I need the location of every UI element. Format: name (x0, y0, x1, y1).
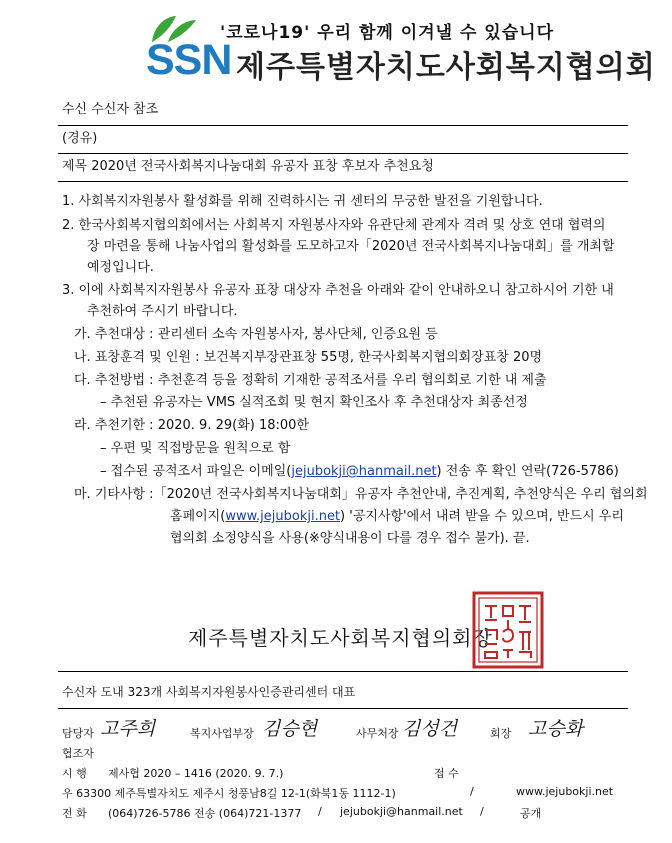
slogan: '코로나19' 우리 함께 이겨낼 수 있습니다 (220, 23, 554, 43)
postal-address: 우 63300 제주특별자치도 제주시 청풍남8길 12-1(화북1동 1112-1) (62, 787, 396, 800)
homepage[interactable]: www.jejubokji.net (516, 785, 614, 798)
website-link[interactable]: www.jejubokji.net (225, 509, 341, 524)
paragraph-2-line2: 장 마련을 통해 나눔사업의 활성화를 도모하고자「2020년 전국사회복지나눔대회」를 개최할 (87, 239, 615, 254)
president-signature: 고승화 (528, 718, 584, 740)
divider (58, 708, 628, 709)
item-ga: 가. 추천대상 : 관리센터 소속 자원봉사자, 봉사단체, 인증요원 등 (74, 327, 438, 342)
paragraph-3-line2: 추천하여 주시기 바랍니다. (87, 304, 238, 319)
recipients-list: 수신자 도내 323개 사회복지자원봉사인증관리센터 대표 (62, 685, 356, 699)
item-ra-sub2: – 접수된 공적조서 파일은 이메일(jejubokji@hanmail.net) 전송 후 확인 연락(726-5786) (100, 464, 619, 479)
item-ra: 라. 추천기한 : 2020. 9. 29(화) 18:00한 (74, 418, 309, 433)
enforce-value: 제사협 2020 – 1416 (2020. 9. 7.) (108, 767, 284, 780)
separator: / (480, 805, 484, 818)
paragraph-2-line1: 2. 한국사회복지협의회에서는 사회복지 자원봉사자와 유관단체 관계자 격려 및 상호 연대 협력의 (62, 218, 606, 233)
paragraph-2-line3: 예정입니다. (87, 260, 154, 275)
separator: / (470, 785, 474, 798)
divider (58, 125, 628, 126)
cooperator-label: 협조자 (62, 747, 94, 760)
email-link[interactable]: jejubokji@hanmail.net (291, 464, 437, 479)
paragraph-3-line1: 3. 이에 사회복지자원봉사 유공자 표창 대상자 추천을 아래와 같이 안내하오니 참고하시어 기한 내 (62, 283, 614, 298)
ssn-logo: SSN (146, 36, 232, 84)
item-ma-line3: 협의회 소정양식을 사용(※양식내용이 다를 경우 접수 불가). 끝. (170, 531, 530, 546)
drafter-label: 담당자 (62, 727, 94, 740)
phone-fax: (064)726-5786 전송 (064)721-1377 (108, 807, 302, 820)
item-na: 나. 표창훈격 및 인원 : 보건복지부장관표창 55명, 한국사회복지협의회장표창 20명 (74, 350, 543, 365)
divider (58, 671, 628, 672)
official-seal (471, 590, 545, 670)
enforce-label: 시 행 (62, 767, 87, 780)
manager-signature: 김승현 (262, 718, 318, 740)
footer-email[interactable]: jejubokji@hanmail.net (340, 805, 463, 818)
divider (58, 153, 628, 154)
item-da-sub: – 추천된 유공자는 VMS 실적조회 및 현지 확인조사 후 추천대상자 최종선정 (100, 395, 528, 410)
secretary-label: 사무처장 (356, 727, 399, 740)
divider (58, 181, 628, 182)
item-ra-sub1: – 우편 및 직접방문을 원칙으로 함 (100, 441, 291, 456)
subject: 제목 2020년 전국사회복지나눔대회 유공자 표창 후보자 추천요청 (62, 159, 434, 174)
separator: / (318, 805, 322, 818)
item-ma-line2: 홈페이지(www.jejubokji.net) '공지사항'에서 내려 받을 수 있으며, 반드시 우리 (170, 509, 624, 524)
phone-label: 전 화 (62, 807, 87, 820)
via: (경유) (62, 131, 98, 146)
president-label: 회장 (490, 727, 512, 740)
receive-label: 접 수 (434, 767, 459, 780)
item-da: 다. 추천방법 : 추천훈격 등을 정확히 기재한 공적조서를 우리 협의회로 기한 내 제출 (74, 373, 547, 388)
org-title: 제주특별자치도사회복지협의회 (236, 50, 656, 85)
recipient: 수신 수신자 참조 (62, 102, 159, 117)
manager-label: 복지사업부장 (190, 727, 254, 740)
secretary-signature: 김성건 (402, 718, 458, 740)
item-ma-line1: 마. 기타사항 :「2020년 전국사회복지나눔대회」유공자 추천안내, 추진계획, 추천양식은 우리 협의회 (74, 487, 648, 502)
sender-name: 제주특별자치도사회복지협의회장 (188, 626, 493, 650)
drafter-signature: 고주희 (100, 718, 156, 740)
disclosure: 공개 (520, 807, 542, 820)
paragraph-1: 1. 사회복지자원봉사 활성화를 위해 진력하시는 귀 센터의 무궁한 발전을 기원합니다. (62, 194, 543, 209)
